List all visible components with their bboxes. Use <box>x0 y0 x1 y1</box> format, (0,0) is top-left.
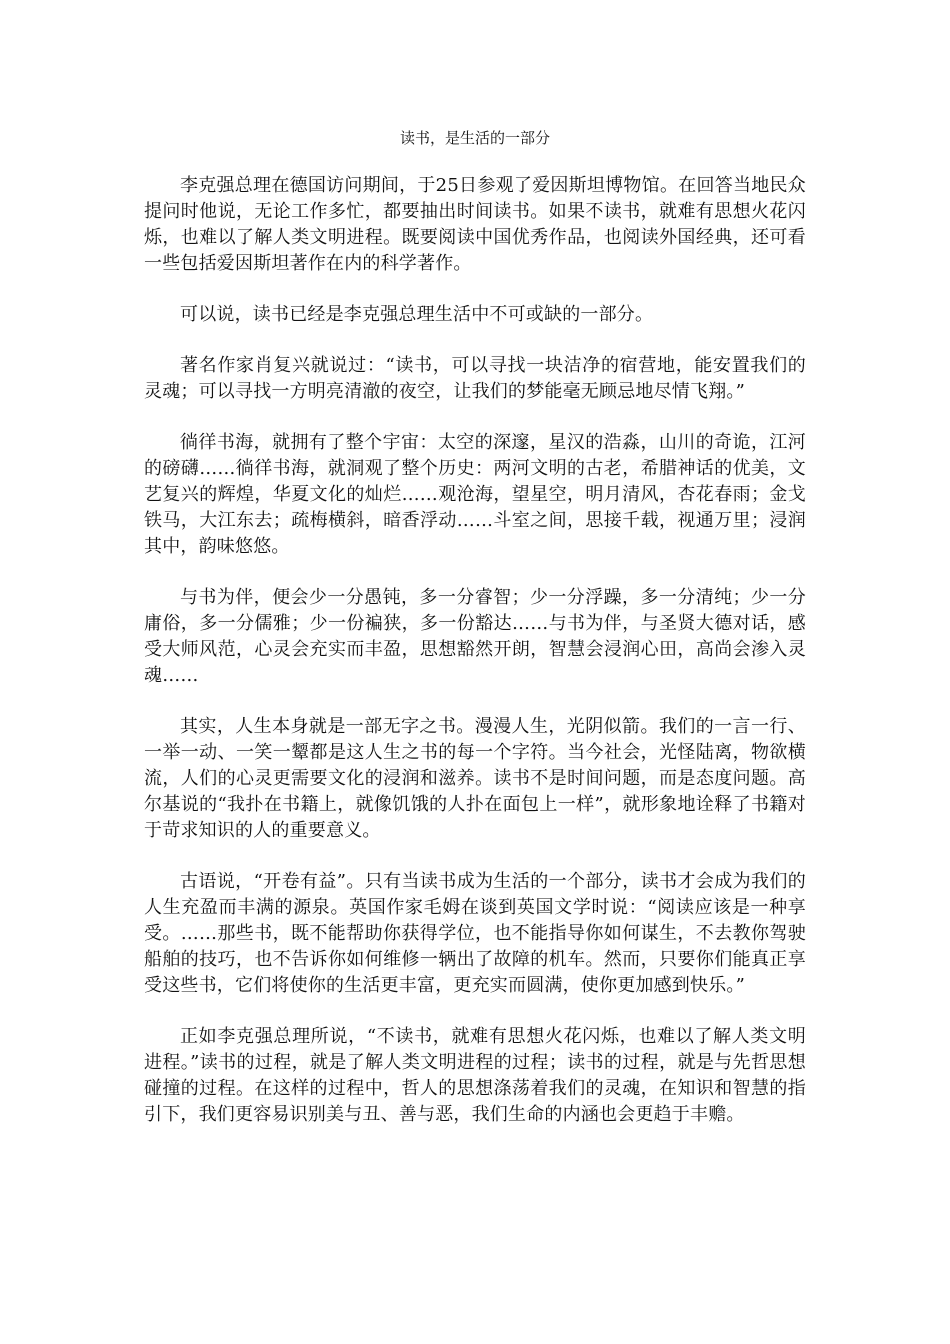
paragraph-8: 正如李克强总理所说，“不读书，就难有思想火花闪烁，也难以了解人类文明进程。”读书的过程，就是了解人类文明进程的过程；读书的过程，就是与先哲思想碰撞的过程。在这样的过程中，哲人的思想涤荡着我们的灵魂，在知识和智慧的指引下，我们更容易识别美与丑、善与恶，我们生命的内涵也会更趋于丰赡。 <box>144 1026 806 1125</box>
paragraph-2: 可以说，读书已经是李克强总理生活中不可或缺的一部分。 <box>180 304 654 325</box>
document-body <box>144 173 806 1153</box>
document-title: 读书，是生活的一部分 <box>399 129 550 147</box>
paragraph-4: 徜徉书海，就拥有了整个宇宙：太空的深邃，星汉的浩淼，山川的奇诡，江河的磅礴……徜徉书海，就洞观了整个历史：两河文明的古老，希腊神话的优美，文艺复兴的辉煌，华夏文化的灿烂……观沧海，望星空，明月清风，杏花春雨；金戈铁马，大江东去；疏梅横斜，暗香浮动……斗室之间，思接千载，视通万里；浸润其中，韵味悠悠。 <box>144 432 806 557</box>
paragraph-5: 与书为伴，便会少一分愚钝，多一分睿智；少一分浮躁，多一分清纯；少一分庸俗，多一分儒雅；少一份褊狭，多一份豁达……与书为伴，与圣贤大德对话，感受大师风范，心灵会充实而丰盈，思想豁然开朗，智慧会浸润心田，高尚会渗入灵魂…… <box>144 587 806 686</box>
paragraph-7: 古语说，“开卷有益”。只有当读书成为生活的一个部分，读书才会成为我们的人生充盈而丰满的源泉。英国作家毛姆在谈到英国文学时说：“阅读应该是一种享受。……那些书，既不能帮助你获得学位，也不能指导你如何谋生，不去教你驾驶船舶的技巧，也不告诉你如何维修一辆出了故障的机车。然而，只要你们能真正享受这些书，它们将使你的生活更丰富，更充实而圆满，使你更加感到快乐。” <box>144 871 806 996</box>
paragraph-6: 其实，人生本身就是一部无字之书。漫漫人生，光阴似箭。我们的一言一行、一举一动、一笑一颦都是这人生之书的每一个字符。当今社会，光怪陆离，物欲横流，人们的心灵更需要文化的浸润和滋养。读书不是时间问题，而是态度问题。高尔基说的“我扑在书籍上，就像饥饿的人扑在面包上一样”，就形象地诠释了书籍对于苛求知识的人的重要意义。 <box>144 716 806 841</box>
paragraph-3: 著名作家肖复兴就说过：“读书，可以寻找一块洁净的宿营地，能安置我们的灵魂；可以寻找一方明亮清澈的夜空，让我们的梦能毫无顾忌地尽情飞翔。” <box>144 355 806 402</box>
paragraph-1: 李克强总理在德国访问期间，于25日参观了爱因斯坦博物馆。在回答当地民众提问时他说，无论工作多忙，都要抽出时间读书。如果不读书，就难有思想火花闪烁，也难以了解人类文明进程。既要阅读中国优秀作品，也阅读外国经典，还可看一些包括爱因斯坦著作在内的科学著作。 <box>144 175 806 274</box>
